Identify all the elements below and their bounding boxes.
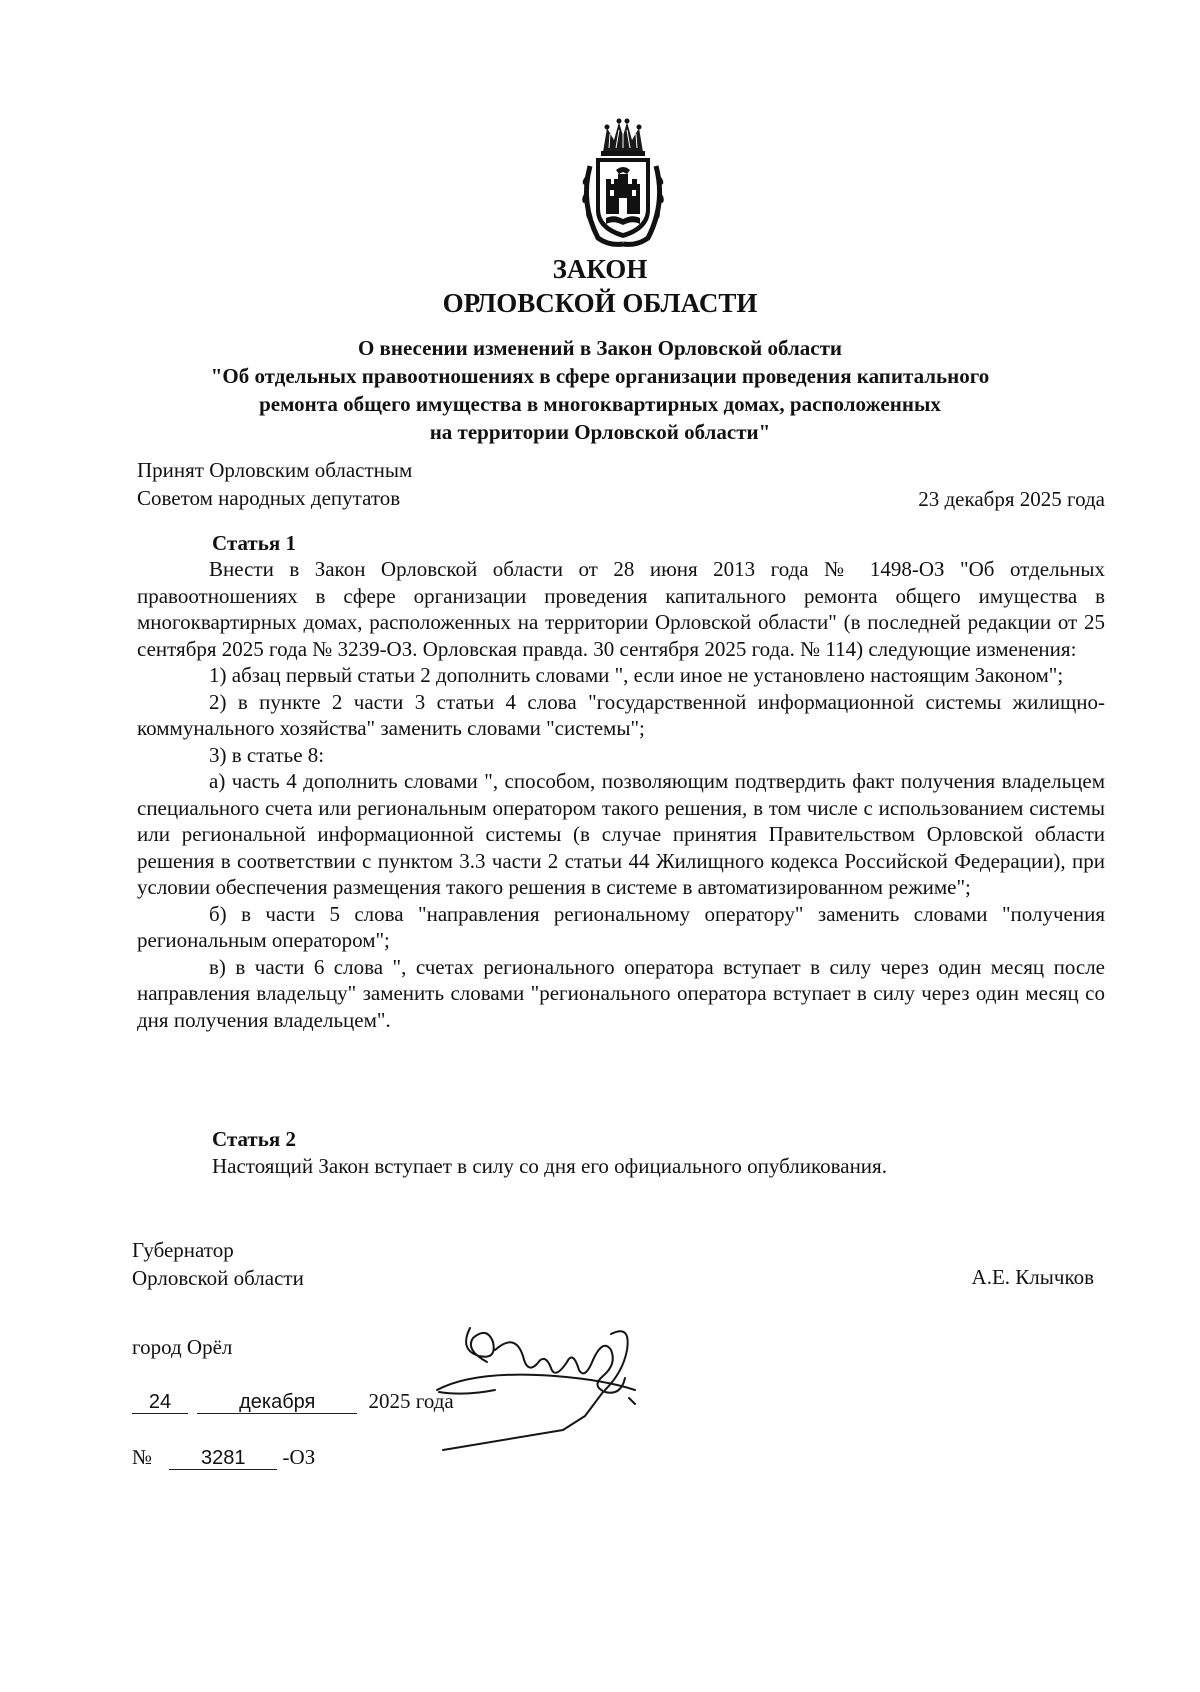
- law-heading: [140, 334, 1060, 446]
- adoption-block: [137, 456, 412, 512]
- signing-day: 24: [132, 1391, 188, 1414]
- signing-month: декабря: [197, 1391, 357, 1414]
- article-1-item-2: 2) в пункте 2 части 3 статьи 4 слова "государственной информационной системы жилищно-коммунального хозяйства" заменить словами "системы";: [137, 689, 1105, 740]
- number-value: 3281: [169, 1447, 277, 1470]
- article-2-text: Настоящий Закон вступает в силу со дня его официального опубликования.: [212, 1154, 887, 1178]
- article-1-title: Статья 1: [212, 531, 296, 555]
- signatory-name: А.Е. Клычков: [971, 1265, 1094, 1289]
- title-line-1: ЗАКОН: [552, 254, 648, 284]
- article-1-item-3: 3) в статье 8:: [209, 742, 325, 767]
- article-1-body: [137, 556, 1105, 1033]
- adoption-date: 23 декабря 2025 года: [918, 487, 1105, 511]
- heading-line-4: на территории Орловской области": [429, 420, 771, 444]
- position-line-2: Орловской области: [132, 1266, 304, 1290]
- heading-line-1: О внесении изменений в Закон Орловской области: [357, 336, 843, 360]
- title-line-2: ОРЛОВСКОЙ ОБЛАСТИ: [442, 288, 758, 318]
- number-suffix: -ОЗ: [282, 1445, 316, 1469]
- article-1-item-1: 1) абзац первый статьи 2 дополнить словами ", если иное не установлено настоящим Законом";: [209, 663, 1064, 687]
- place-of-signing: город Орёл: [132, 1335, 233, 1359]
- heading-line-3: ремонта общего имущества в многоквартирных домах, расположенных: [259, 392, 941, 416]
- coat-of-arms-emblem: [576, 118, 670, 250]
- article-1-item-3a: а) часть 4 дополнить словами ", способом, позволяющим подтвердить факт получения владельцем специального счета или региональным оператором такого решения, в том числе с использованием системы или региональной информационной системы (в случае принятия Правительством Орловской области решения в соответствии с пунктом 3.3 части 2 статьи 44 Жилищного кодекса Российской Федерации), при условии обеспечения размещения такого решения в системе в автоматизированном режиме";: [137, 769, 1105, 899]
- adoption-line-2: Советом народных депутатов: [137, 486, 401, 510]
- heading-line-2: "Об отдельных правоотношениях в сфере организации проведения капитального: [210, 364, 990, 388]
- article-1-item-3b: б) в части 5 слова "направления региональному оператору" заменить словами "получения региональным оператором";: [137, 901, 1105, 952]
- article-2-title: Статья 2: [212, 1127, 296, 1151]
- handwritten-signature: [435, 1320, 665, 1455]
- number-prefix: №: [132, 1445, 153, 1469]
- article-1-item-3c: в) в части 6 слова ", счетах регионального оператора вступает в силу через один месяц после направления владельцу" заменить словами "регионального оператора вступает в силу через один месяц со дня получения владельцем".: [137, 954, 1105, 1032]
- position-line-1: Губернатор: [132, 1238, 234, 1262]
- adoption-line-1: Принят Орловским областным: [137, 458, 413, 482]
- law-title: [0, 252, 1200, 320]
- signing-date: [132, 1388, 454, 1415]
- article-1-paragraph: Внести в Закон Орловской области от 28 июня 2013 года № 1498-ОЗ "Об отдельных правоотношениях в сфере организации проведения капитального ремонта общего имущества в многоквартирных домах, расположенных на территории Орловской области" (в последней редакции от 25 сентября 2025 года № 3239-ОЗ. Орловская правда. 30 сентября 2025 года. № 114) следующие изменения:: [137, 557, 1105, 661]
- law-number: [132, 1444, 315, 1471]
- signatory-position: [132, 1236, 304, 1292]
- signing-year: 2025 года: [368, 1389, 454, 1413]
